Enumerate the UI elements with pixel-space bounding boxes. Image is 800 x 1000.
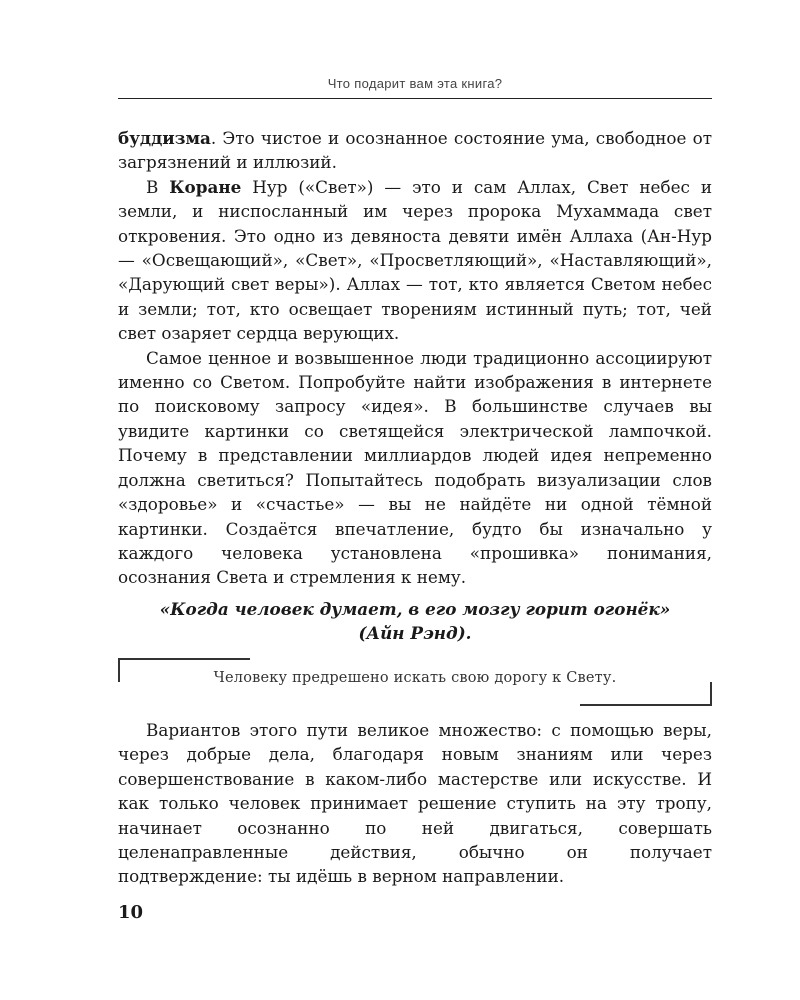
term-buddhism: буддизма: [118, 128, 211, 148]
paragraph-prefix: В: [146, 176, 170, 197]
page-number: 10: [118, 902, 144, 923]
paragraph-quran: [118, 175, 712, 346]
paragraph-buddhism: [118, 126, 712, 175]
callout-box: [118, 658, 712, 706]
quote-text: «Когда человек думает, в его мозгу горит огонёк»: [159, 599, 671, 619]
paragraph-text: Нур («Свет») — это и сам Аллах, Свет небес и земли, и ниспосланный им через пророка Мухаммада свет откровения. Это одно из девяноста девяти имён Аллаха (Ан-Нур — «Освещающий», «Свет», «Просветляющий», «Наставляющий», «Дарующий свет веры»). Аллах — тот, кто является Светом небес и земли; тот, кто освещает творениям истинный путь; тот, чей свет озаряет сердца верующих.: [118, 176, 713, 344]
header-rule: [118, 98, 712, 99]
epigraph-quote: [118, 597, 712, 645]
running-head-title: Что подарит вам эта книга?: [327, 76, 503, 91]
term-quran: Коране: [169, 176, 242, 197]
paragraph-light-association: Самое ценное и возвышенное люди традиционно ассоциируют именно со Светом. Попробуйте найти изображения в интернете по поисковому запросу «идея». В большинстве случаев вы увидите картинки со светящейся электрической лампочкой. Почему в представлении миллиардов людей идея непременно должна светиться? Попытайтесь подобрать визуализации слов «здоровье» и «счастье» — вы не найдёте ни одной тёмной картинки. Создаётся впечатление, будто бы изначально у каждого человека установлена «прошивка» понимания, осознания Света и стремления к нему.: [118, 347, 712, 588]
quote-author: (Айн Рэнд).: [358, 623, 472, 643]
paragraph-text: . Это чистое и осознанное состояние ума, свободное от загрязнений и иллюзий.: [118, 128, 712, 173]
body-text-bottom: [118, 718, 712, 889]
callout-text: Человеку предрешено искать свою дорогу к Свету.: [213, 670, 617, 686]
body-text-top: [118, 126, 712, 590]
paragraph-path-variants: Вариантов этого пути великое множество: с помощью веры, через добрые дела, благодаря новым знаниям или через совершенствование в каком-либо мастерстве или искусстве. И как только человек принимает решение ступить на эту тропу, начинает осознанно по ней двигаться, совершать целенаправленные действия, обычно он получает подтверждение: ты идёшь в верном направлении.: [118, 720, 712, 887]
